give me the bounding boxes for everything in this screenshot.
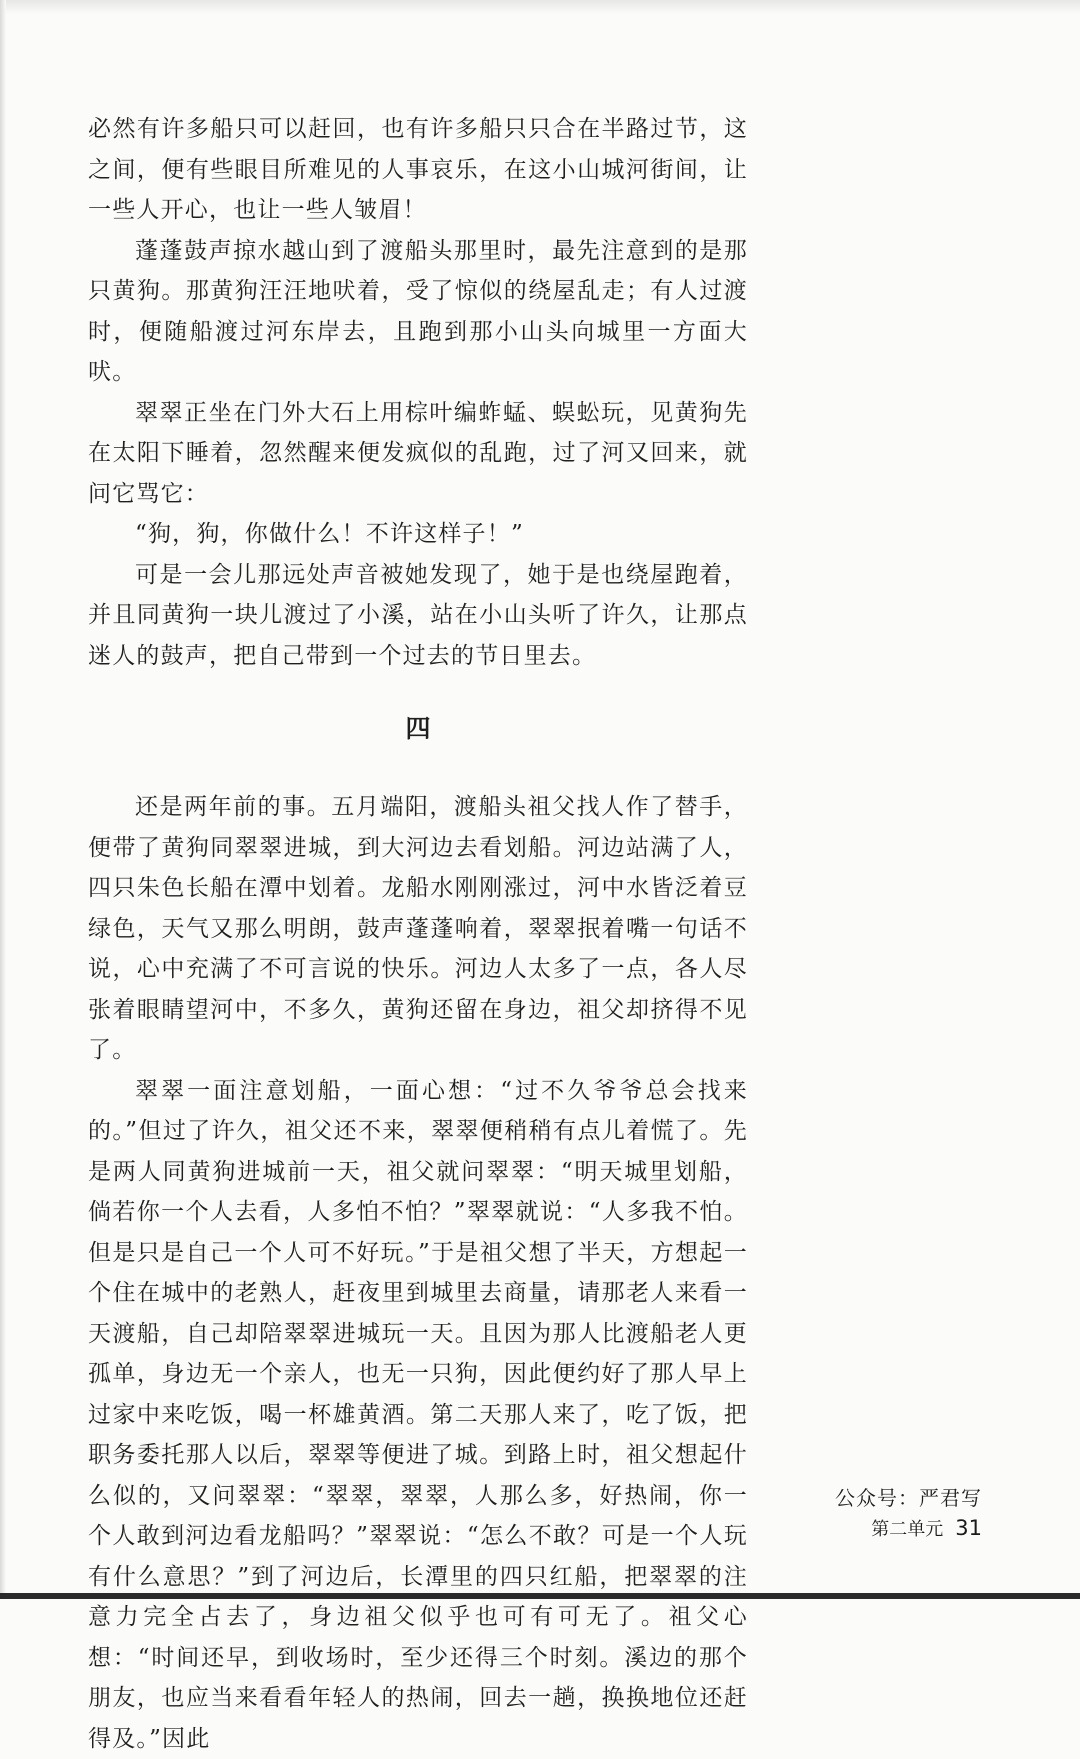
footer-account-label: 公众号：严君写 — [835, 1484, 982, 1512]
dialogue-paragraph: “狗，狗，你做什么！不许这样子！” — [88, 514, 748, 555]
scan-top-edge — [0, 0, 1080, 14]
paragraph: 可是一会儿那远处声音被她发现了，她于是也绕屋跑着，并且同黄狗一块儿渡过了小溪，站在小山头听了许久，让那点迷人的鼓声，把自己带到一个过去的节日里去。 — [88, 555, 748, 677]
scan-bottom-edge — [0, 1593, 1080, 1599]
paragraphs-before-section — [88, 109, 748, 676]
section-heading: 四 — [88, 709, 748, 749]
paragraph: 蓬蓬鼓声掠水越山到了渡船头那里时，最先注意到的是那只黄狗。那黄狗汪汪地吠着，受了惊似的绕屋乱走；有人过渡时，便随船渡过河东岸去，且跑到那小山头向城里一方面大吠。 — [88, 231, 748, 393]
book-page-body — [88, 109, 748, 1759]
paragraph: 翠翠正坐在门外大石上用棕叶编蚱蜢、蜈蚣玩，见黄狗先在太阳下睡着，忽然醒来便发疯似的乱跑，过了河又回来，就问它骂它： — [88, 393, 748, 515]
paragraph: 翠翠一面注意划船，一面心想：“过不久爷爷总会找来的。”但过了许久，祖父还不来，翠翠便稍稍有点儿着慌了。先是两人同黄狗进城前一天，祖父就问翠翠：“明天城里划船，倘若你一个人去看，人多怕不怕？”翠翠就说：“人多我不怕。但是只是自己一个人可不好玩。”于是祖父想了半天，方想起一个住在城中的老熟人，赶夜里到城里去商量，请那老人来看一天渡船，自己却陪翠翠进城玩一天。且因为那人比渡船老人更孤单，身边无一个亲人，也无一只狗，因此便约好了那人早上过家中来吃饭，喝一杯雄黄酒。第二天那人来了，吃了饭，把职务委托那人以后，翠翠等便进了城。到路上时，祖父想起什么似的，又问翠翠：“翠翠，翠翠，人那么多，好热闹，你一个人敢到河边看龙船吗？”翠翠说：“怎么不敢？可是一个人玩有什么意思？”到了河边后，长潭里的四只红船，把翠翠的注意力完全占去了，身边祖父似乎也可有可无了。祖父心想：“时间还早，到收场时，至少还得三个时刻。溪边的那个朋友，也应当来看看年轻人的热闹，回去一趟，换换地位还赶得及。”因此 — [88, 1071, 748, 1759]
page-number: 31 — [955, 1516, 982, 1540]
paragraphs-after-section — [88, 787, 748, 1759]
scan-left-edge — [0, 0, 6, 1599]
paragraph: 还是两年前的事。五月端阳，渡船头祖父找人作了替手，便带了黄狗同翠翠进城，到大河边去看划船。河边站满了人，四只朱色长船在潭中划着。龙船水刚刚涨过，河中水皆泛着豆绿色，天气又那么明朗，鼓声蓬蓬响着，翠翠抿着嘴一句话不说，心中充满了不可言说的快乐。河边人太多了一点，各人尽张着眼睛望河中，不多久，黄狗还留在身边，祖父却挤得不见了。 — [88, 787, 748, 1071]
paragraph: 必然有许多船只可以赶回，也有许多船只只合在半路过节，这之间，便有些眼目所难见的人事哀乐，在这小山城河街间，让一些人开心，也让一些人皱眉！ — [88, 109, 748, 231]
footer-unit-label: 第二单元 — [871, 1519, 943, 1540]
page-footer — [835, 1484, 982, 1544]
footer-unit-line — [835, 1514, 982, 1544]
